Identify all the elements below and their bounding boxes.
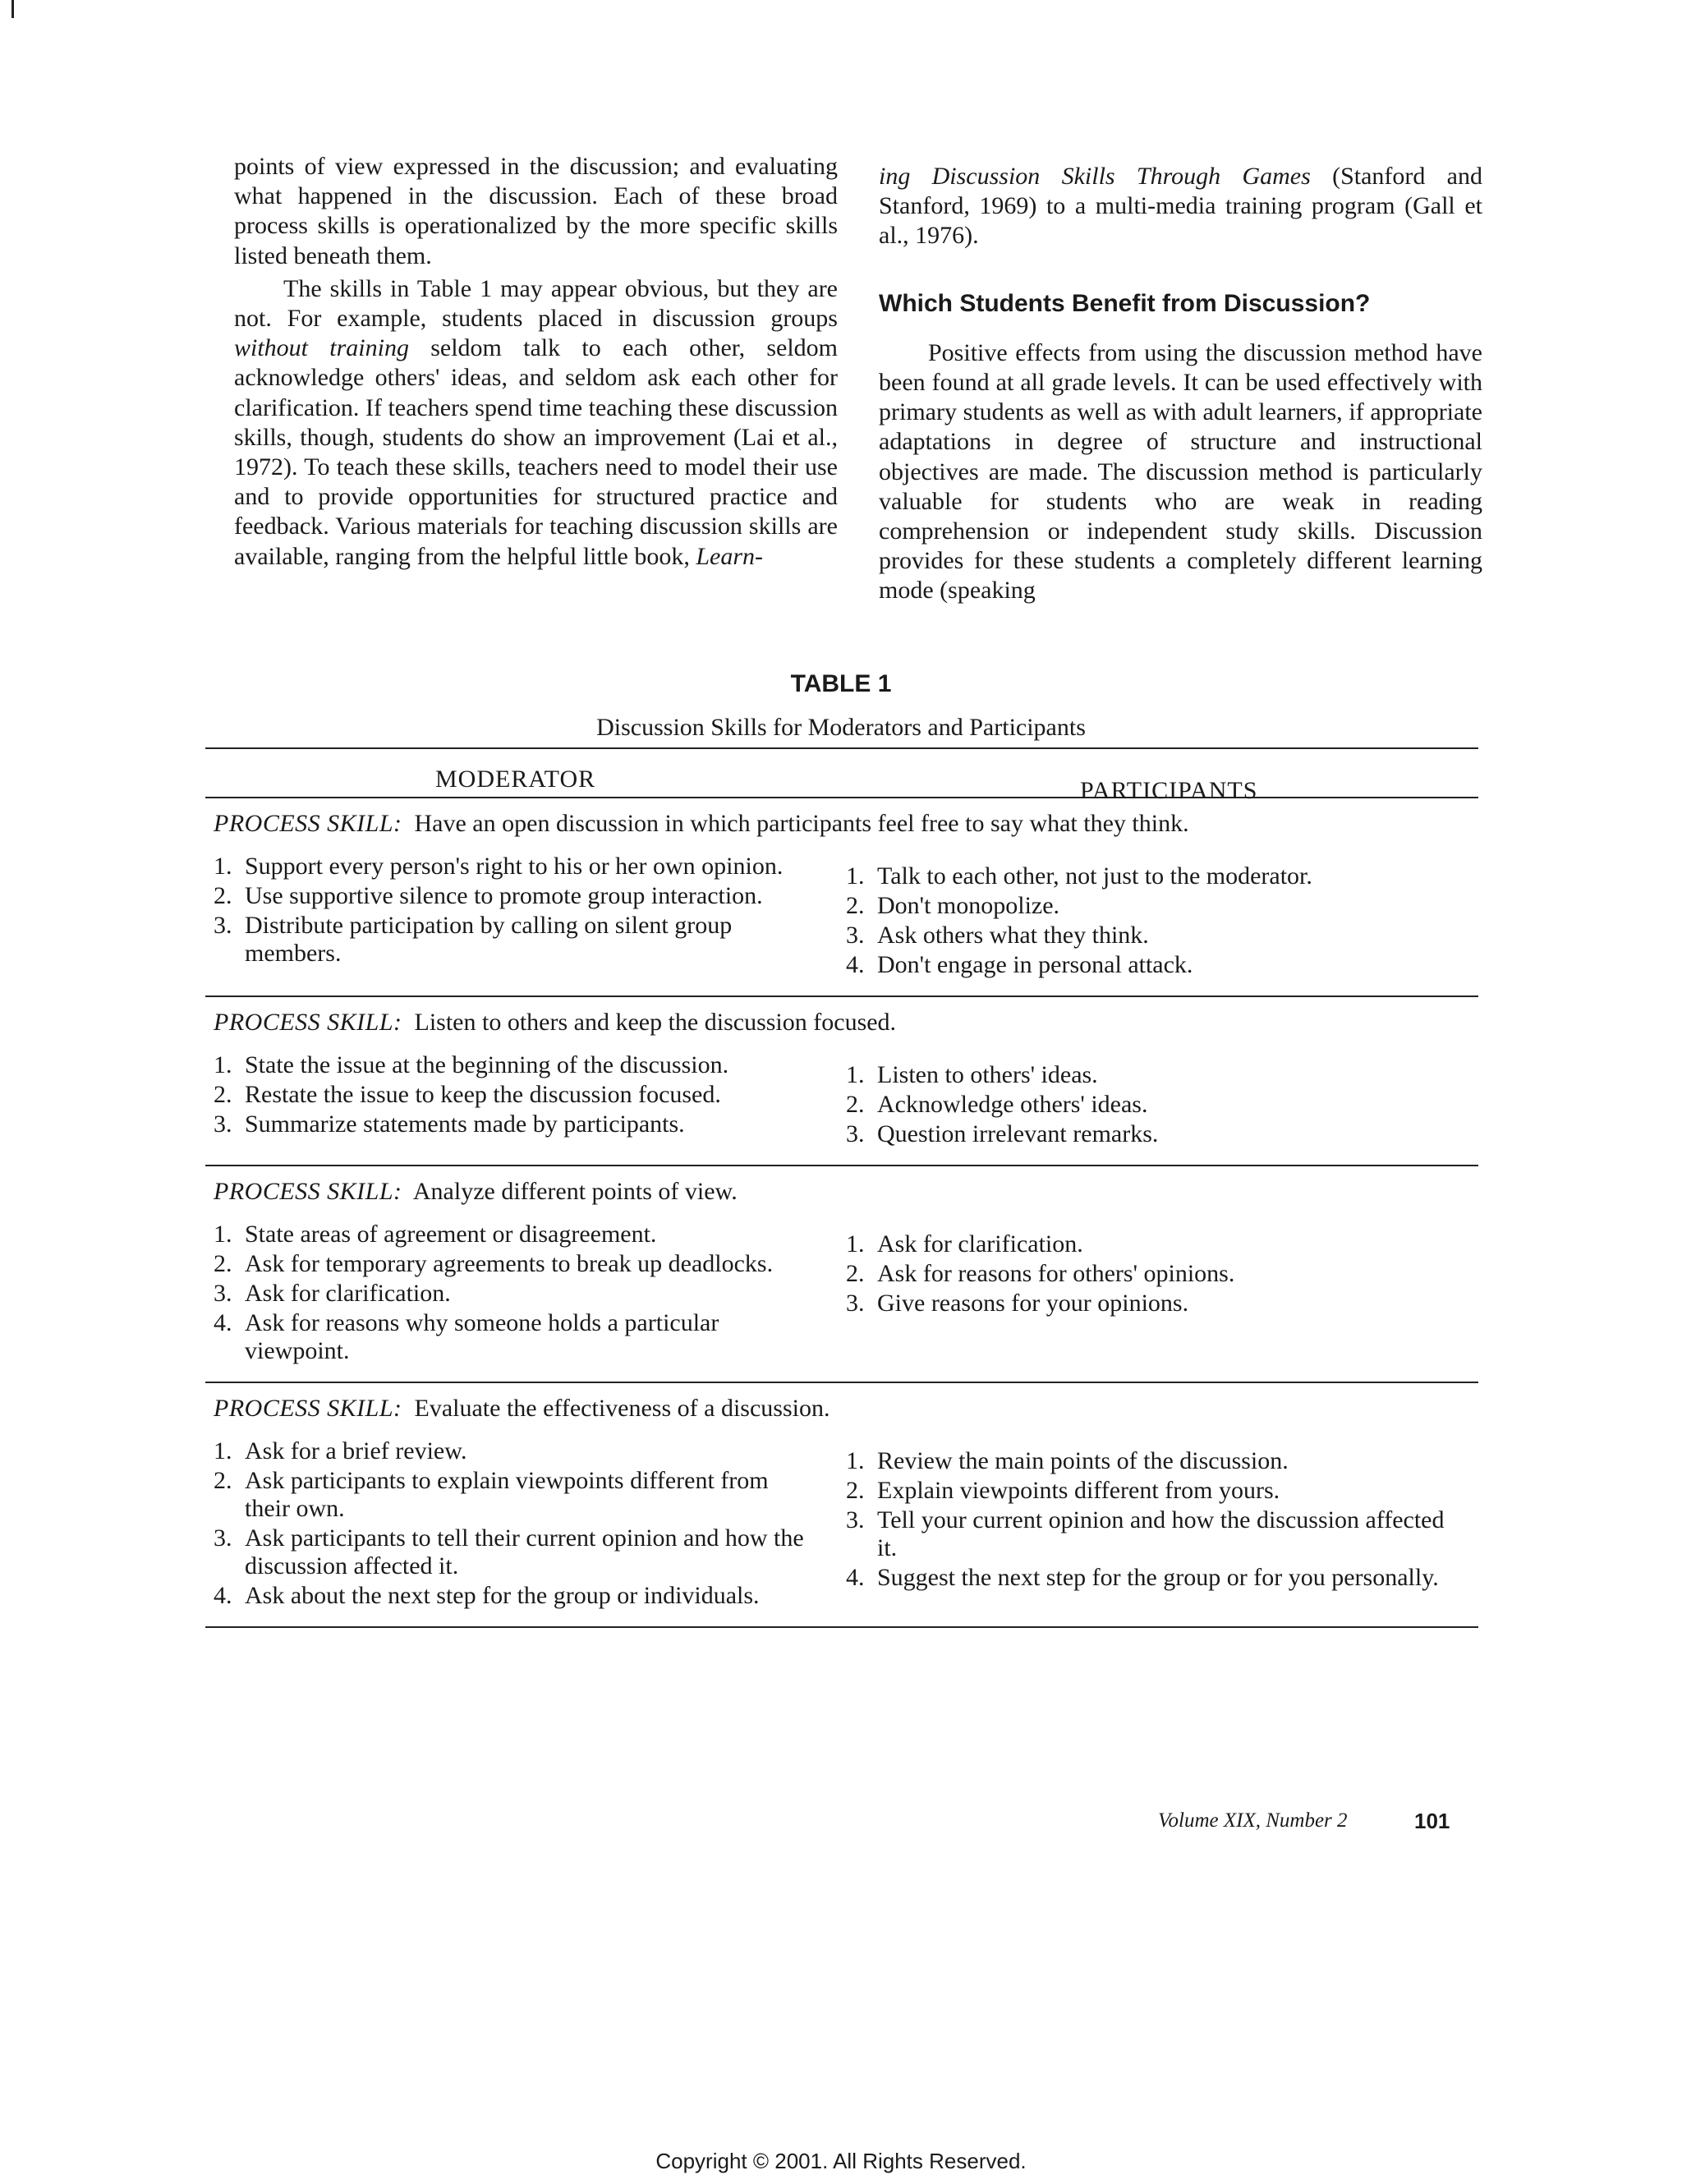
item-number: 3. <box>214 1280 232 1307</box>
item-text: Support every person's right to his or her own opinion. <box>245 853 784 880</box>
participants-skill-item <box>846 951 1454 979</box>
right-paragraph-2: Positive effects from using the discussion method have been found at all grade levels. It can be used effectively with primary students as well as with adult learners, if appropriate adaptations in degree of structure and instructional objectives are made. The discussion method is particularly valuable for students who are weak in reading comprehension or independent study skills. Discussion provides for these students a completely different learning mode (speaking <box>879 338 1482 605</box>
item-text: Ask others what they think. <box>877 922 1149 949</box>
left-paragraph-2 <box>234 274 838 572</box>
moderator-skill-item <box>214 882 813 910</box>
moderator-skill-list <box>214 1221 846 1367</box>
item-text: Don't monopolize. <box>877 892 1060 919</box>
item-text: State areas of agreement or disagreement. <box>245 1221 657 1248</box>
participants-skill-list <box>846 1221 1454 1367</box>
moderator-skill-item <box>214 853 813 880</box>
item-number: 3. <box>846 922 865 949</box>
participants-skill-item <box>846 1506 1454 1562</box>
process-skill-text: Evaluate the effectiveness of a discussion. <box>414 1395 830 1422</box>
process-skill-label: PROCESS SKILL: <box>214 810 402 837</box>
process-skill-label: PROCESS SKILL: <box>214 1178 402 1205</box>
item-number: 4. <box>214 1309 232 1336</box>
item-number: 1. <box>846 1061 865 1088</box>
item-text: Give reasons for your opinions. <box>877 1290 1189 1317</box>
item-text: Explain viewpoints different from yours. <box>877 1477 1280 1504</box>
item-text: Review the main points of the discussion. <box>877 1447 1289 1474</box>
emphasis-without-training: without training <box>234 334 409 362</box>
item-text: Ask for clarification. <box>877 1230 1083 1258</box>
item-number: 2. <box>846 892 865 919</box>
item-number: 4. <box>846 951 865 978</box>
item-text: Ask about the next step for the group or individuals. <box>245 1582 760 1609</box>
process-skill-statement <box>214 1178 1478 1206</box>
participants-header: PARTICIPANTS <box>1080 777 1258 804</box>
moderator-skill-item <box>214 1081 813 1109</box>
item-number: 2. <box>214 1467 232 1494</box>
item-text: Restate the issue to keep the discussion focused. <box>245 1081 721 1108</box>
process-skill-label: PROCESS SKILL: <box>214 1395 402 1422</box>
moderator-skill-item <box>214 912 813 968</box>
participants-skill-item <box>846 1564 1454 1592</box>
item-text: Tell your current opinion and how the discussion affected it. <box>877 1506 1445 1561</box>
table-title: TABLE 1 <box>790 670 892 697</box>
item-text: Suggest the next step for the group or for you personally. <box>877 1564 1439 1591</box>
participants-skill-item <box>846 892 1454 920</box>
process-skill-section <box>205 997 1478 1165</box>
section-rule <box>205 1626 1478 1628</box>
process-skill-text: Have an open discussion in which participants feel free to say what they think. <box>414 810 1189 837</box>
item-number: 2. <box>846 1091 865 1118</box>
moderator-header: MODERATOR <box>435 766 596 793</box>
right-paragraph-1 <box>879 162 1482 251</box>
copyright-notice: Copyright © 2001. All Rights Reserved. <box>655 2149 1027 2173</box>
left-paragraph-2-text-a: The skills in Table 1 may appear obvious, but they are not. For example, students placed in discussion groups <box>234 274 838 333</box>
item-text: Talk to each other, not just to the moderator. <box>877 862 1312 890</box>
left-column <box>234 152 838 606</box>
book-title-start: Learn- <box>696 542 764 570</box>
process-skill-statement <box>214 1009 1478 1037</box>
item-number: 3. <box>846 1290 865 1317</box>
participants-skill-item <box>846 1447 1454 1475</box>
item-text: Acknowledge others' ideas. <box>877 1091 1148 1118</box>
participants-skill-item <box>846 1120 1454 1148</box>
item-number: 1. <box>214 1051 232 1078</box>
moderator-skill-item <box>214 1051 813 1079</box>
scan-margin-mark <box>11 0 14 18</box>
item-text: Don't engage in personal attack. <box>877 951 1193 978</box>
process-skill-label: PROCESS SKILL: <box>214 1009 402 1036</box>
item-number: 1. <box>846 1447 865 1474</box>
participants-skill-list <box>846 1051 1454 1150</box>
item-number: 2. <box>214 1250 232 1277</box>
item-text: Listen to others' ideas. <box>877 1061 1098 1088</box>
left-paragraph-1: points of view expressed in the discussion; and evaluating what happened in the discussion. Each of these broad process skills is operationalized by the more specific skills listed beneath them. <box>234 153 838 269</box>
moderator-header-rule <box>222 797 788 798</box>
skill-lists <box>214 1051 1478 1150</box>
item-number: 2. <box>846 1477 865 1504</box>
process-skill-section <box>205 1166 1478 1382</box>
moderator-skill-item <box>214 1467 813 1523</box>
participants-skill-item <box>846 1091 1454 1119</box>
left-paragraph-2-text-b: seldom talk to each other, seldom acknowledge others' ideas, and seldom ask each other for clarification. If teachers spend time teaching these discussion skills, though, students do show an improvement (Lai et al., 1972). To teach these skills, teachers need to model their use and to provide opportunities for structured practice and feedback. Various materials for teaching discussion skills are available, ranging from the helpful little book, <box>234 334 838 570</box>
item-text: State the issue at the beginning of the discussion. <box>245 1051 729 1078</box>
moderator-skill-item <box>214 1250 813 1278</box>
participants-skill-item <box>846 922 1454 949</box>
item-number: 1. <box>846 862 865 890</box>
participants-skill-item <box>846 1290 1454 1317</box>
moderator-skill-item <box>214 1309 813 1365</box>
item-number: 3. <box>846 1506 865 1533</box>
participants-skill-list <box>846 853 1454 981</box>
process-skill-section <box>205 798 1478 995</box>
item-number: 1. <box>214 853 232 880</box>
item-number: 2. <box>214 1081 232 1108</box>
item-text: Distribute participation by calling on silent group members. <box>245 912 733 967</box>
moderator-skill-item <box>214 1280 813 1308</box>
item-number: 1. <box>214 1437 232 1464</box>
item-number: 4. <box>214 1582 232 1609</box>
process-skill-text: Analyze different points of view. <box>412 1178 738 1205</box>
item-text: Summarize statements made by participants. <box>245 1110 685 1138</box>
table-column-headers <box>205 749 1478 804</box>
item-number: 4. <box>846 1564 865 1591</box>
skill-lists <box>214 1437 1478 1612</box>
participants-skill-item <box>846 1061 1454 1089</box>
item-number: 2. <box>846 1260 865 1287</box>
participants-skill-item <box>846 862 1454 890</box>
skill-lists <box>214 1221 1478 1367</box>
page-number: 101 <box>1414 1809 1450 1833</box>
moderator-skill-item <box>214 1110 813 1138</box>
item-text: Ask for temporary agreements to break up deadlocks. <box>245 1250 774 1277</box>
process-skill-text: Listen to others and keep the discussion focused. <box>414 1009 897 1036</box>
item-text: Use supportive silence to promote group interaction. <box>245 882 763 909</box>
participants-skill-list <box>846 1437 1454 1612</box>
item-text: Ask participants to explain viewpoints different from their own. <box>245 1467 769 1522</box>
skills-table <box>205 747 1478 1628</box>
participants-skill-item <box>846 1260 1454 1288</box>
right-column <box>879 152 1482 606</box>
moderator-skill-item <box>214 1221 813 1248</box>
skill-lists <box>214 853 1478 981</box>
moderator-skill-item <box>214 1437 813 1465</box>
participants-skill-item <box>846 1230 1454 1258</box>
moderator-skill-list <box>214 1437 846 1612</box>
item-text: Ask for reasons for others' opinions. <box>877 1260 1235 1287</box>
item-number: 3. <box>846 1120 865 1147</box>
moderator-skill-item <box>214 1524 813 1580</box>
book-title-end: ing Discussion Skills Through Games <box>879 163 1311 190</box>
item-text: Ask for a brief review. <box>245 1437 467 1464</box>
participants-skill-item <box>846 1477 1454 1505</box>
item-number: 1. <box>214 1221 232 1248</box>
body-columns <box>234 152 1482 606</box>
item-text: Ask participants to tell their current opinion and how the discussion affected it. <box>245 1524 804 1579</box>
process-skill-section <box>205 1383 1478 1626</box>
item-number: 2. <box>214 882 232 909</box>
item-number: 3. <box>214 1524 232 1552</box>
moderator-skill-list <box>214 853 846 981</box>
item-number: 1. <box>846 1230 865 1258</box>
moderator-skill-item <box>214 1582 813 1610</box>
item-number: 3. <box>214 912 232 939</box>
item-text: Ask for clarification. <box>245 1280 451 1307</box>
journal-volume: Volume XIX, Number 2 <box>1158 1809 1348 1832</box>
process-skill-statement <box>214 1395 1478 1423</box>
right-paragraph-1-text: (Stanford and Stanford, 1969) to a multi-media training program (Gall et al., 1976). <box>879 163 1483 250</box>
item-number: 3. <box>214 1110 232 1138</box>
moderator-skill-list <box>214 1051 846 1150</box>
process-skill-statement <box>214 810 1478 838</box>
item-text: Ask for reasons why someone holds a particular viewpoint. <box>245 1309 719 1364</box>
section-heading: Which Students Benefit from Discussion? <box>879 289 1371 317</box>
table-sections <box>205 798 1478 1628</box>
item-text: Question irrelevant remarks. <box>877 1120 1159 1147</box>
table-subtitle: Discussion Skills for Moderators and Participants <box>596 714 1086 741</box>
